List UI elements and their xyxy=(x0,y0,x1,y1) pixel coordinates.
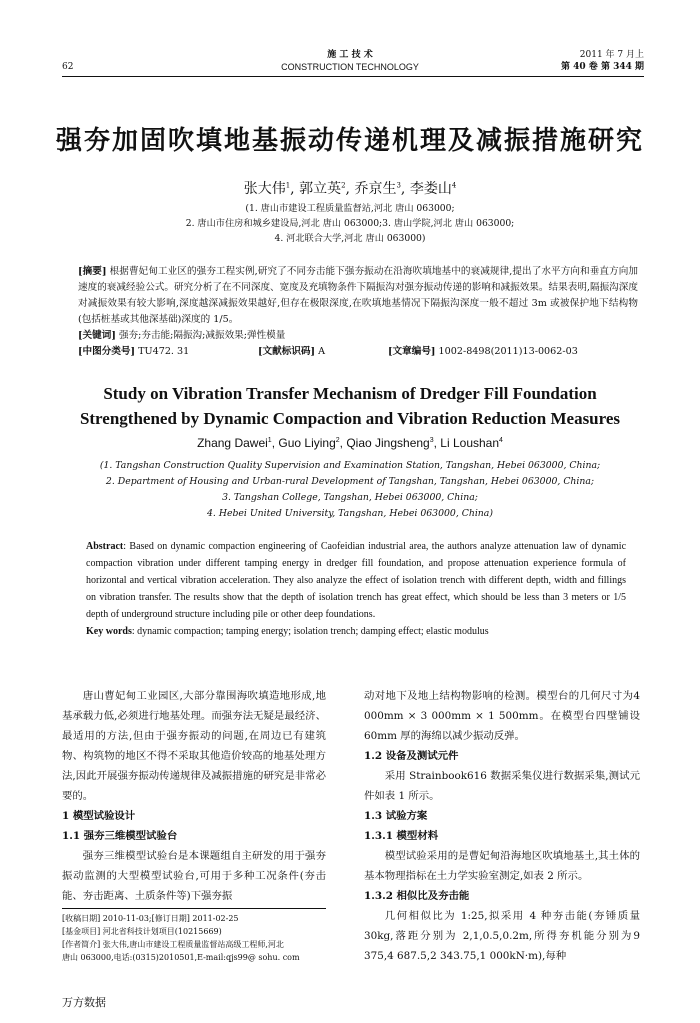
keywords-cn-label: [关键词] xyxy=(78,330,116,341)
page-title-cn: 强夯加固吹填地基振动传递机理及减振措施研究 xyxy=(55,126,644,156)
paragraph-1-3-1: 模型试验采用的是曹妃甸沿海地区吹填地基土,其土体的基本物理指标在土力学实验室测定,如表 2 所示。 xyxy=(364,850,640,882)
author-sup: 4 xyxy=(499,437,503,444)
author-en: Li Loushan xyxy=(440,436,500,450)
page-title-en-line1: Study on Vibration Transfer Mechanism of Dredger Fill Foundation xyxy=(103,384,597,403)
affiliation-en-2: 2. Department of Housing and Urban-rural Development of Tangshan, Tangshan, Hebei 063000, China; xyxy=(105,476,595,487)
keywords-en: dynamic compaction; tamping energy; isolation trench; damping effect; elastic modulus xyxy=(137,626,489,637)
affiliation-cn-3: 4. 河北联合大学,河北 唐山 063000) xyxy=(274,233,426,244)
article-number-value: 1002-8498(2011)13-0062-03 xyxy=(438,346,578,357)
paragraph-continued: 动对地下及地上结构物影响的检测。模型台的几何尺寸为4 000mm × 3 000mm × 1 500mm。在模型台四壁铺设 60mm 厚的海绵以减少振动反弹。 xyxy=(364,690,640,742)
author-cn: 李娄山 xyxy=(409,181,452,197)
author-sup: 1 xyxy=(285,181,291,190)
abstract-cn xyxy=(78,264,638,360)
journal-name-cn: 施 工 技 术 xyxy=(327,50,373,60)
body-left-column xyxy=(62,686,326,906)
footnote-rule xyxy=(62,908,326,909)
abstract-en: Abstract: Based on dynamic compaction engineering of Caofeidian industrial area, the authors analyze attenuation law of dynamic compaction vibration under different tamping energy in dredger fill foundation, and propose attenuation experience formula of horizontal and vertical vibration acceleration. They also analyze the effect of isolation trench with different depth, width and fillings on vibration transfer. The results show that the depth of isolation trench has great effect, which should be less than 3 meters or 1/5 depth of underground structure including pile or other deep foundations. Key words: dynamic compaction; tamping energy; isolation trench; damping effect; elastic modulus xyxy=(86,541,627,637)
page-title-en-line2: Strengthened by Dynamic Compaction and Vibration Reduction Measures xyxy=(79,409,621,428)
footnote-author-2: 唐山 063000,电话:(0315)2010501,E-mail:qjs99@ sohu. com xyxy=(62,953,300,962)
affiliation-en-4: 4. Hebei United University, Tangshan, Hebei 063000, China) xyxy=(207,508,493,519)
affiliation-cn-2: 2. 唐山市住房和城乡建设局,河北 唐山 063000;3. 唐山学院,河北 唐山 063000; xyxy=(185,218,515,229)
authors-cn: 张大伟$^1$, 郭立英$^2$, 乔京生$^3$, 李娄山$^4$ xyxy=(243,181,457,197)
keywords-en-label: Key words xyxy=(86,626,132,637)
keywords-cn: 强夯;夯击能;隔振沟;减振效果;弹性模量 xyxy=(118,330,286,341)
section-heading-1-2: 1.2 设备及测试元件 xyxy=(364,750,459,762)
volume-issue: 第 40 卷 第 344 期 xyxy=(561,62,644,72)
author-sup: 3 xyxy=(396,181,401,190)
article-number-label: [文章编号] xyxy=(388,346,436,357)
author-sup: 2 xyxy=(335,437,340,444)
footnote-fund: [基金项目] 河北省科技计划项目(10215669) xyxy=(62,927,222,936)
authors-en: Zhang Dawei$^1$, Guo Liying$^2$, Qiao Jingsheng$^3$, Li Loushan$^4$ xyxy=(197,436,503,450)
author-cn: 乔京生 xyxy=(354,181,397,197)
watermark: 万方数据 xyxy=(62,996,106,1009)
footnote-received: [收稿日期] 2010-11-03;[修订日期] 2011-02-25 xyxy=(62,914,239,923)
doc-code-value: A xyxy=(318,346,326,357)
issue-date: 2011 年 7 月上 xyxy=(579,50,644,60)
clc-value: TU472. 31 xyxy=(138,346,190,357)
author-sup: 2 xyxy=(341,181,346,190)
paragraph-1-1: 强夯三维模型试验台是本课题组自主研发的用于强夯振动监测的大型模型试验台,可用于多种工况条件(夯击能、夯击距离、土质条件等)下强夯振 xyxy=(62,850,326,902)
affiliation-en-3: 3. Tangshan College, Tangshan, Hebei 063000, China; xyxy=(222,492,478,503)
abstract-cn-label: [摘要] xyxy=(78,266,107,277)
footnotes xyxy=(62,912,332,964)
affiliation-cn-1: (1. 唐山市建设工程质量监督站,河北 唐山 063000; xyxy=(245,203,455,214)
header-rule xyxy=(62,76,644,77)
body-right-column xyxy=(364,686,640,966)
doc-code-label: [文献标识码] xyxy=(258,346,316,357)
author-sup: 4 xyxy=(451,181,457,190)
author-cn: 郭立英 xyxy=(299,181,342,197)
affiliation-en-1: (1. Tangshan Construction Quality Supervision and Examination Station, Tangshan, Hebei 063000, China; xyxy=(99,460,601,471)
journal-name-en: CONSTRUCTION TECHNOLOGY xyxy=(281,62,419,72)
author-en: Zhang Dawei xyxy=(197,436,268,450)
paragraph-1-3-2: 几何相似比为 1:25,拟采用 4 种夯击能(夯锤质量 30kg,落距分别为 2,1,0.5,0.2m,所得夯机能分别为9 375,4 687.5,2 343.75,1 000kN·m),每种 xyxy=(364,910,640,962)
author-en: Guo Liying xyxy=(278,436,336,450)
author-sup: 3 xyxy=(429,437,434,444)
abstract-en-text: Based on dynamic compaction engineering of Caofeidian industrial area, the authors analyze attenuation law of dynamic compaction vibration under different tamping energy in dredger fill foundation, and propose attenuation experience formula of horizontal and vertical vibration acceleration. They also analyze the effect of isolation trench with different depth, width and fillings on vibration transfer. The results show that the depth of isolation trench has great effect, which should be less than 3 meters or 1/5 depth of underground structure including pile or other deep foundations. xyxy=(86,541,627,620)
section-heading-1-3-1: 1.3.1 模型材料 xyxy=(364,830,439,842)
paragraph-1-2: 采用 Strainbook616 数据采集仪进行数据采集,测试元件如表 1 所示。 xyxy=(364,770,640,802)
page-number: 62 xyxy=(62,62,74,72)
abstract-en-label: Abstract xyxy=(86,541,124,552)
section-heading-1-3: 1.3 试验方案 xyxy=(364,810,428,822)
section-heading-1-1: 1.1 强夯三维模型试验台 xyxy=(62,830,178,842)
section-heading-1: 1 模型试验设计 xyxy=(62,810,136,822)
intro-paragraph: 唐山曹妃甸工业园区,大部分靠围海吹填造地形成,地基承载力低,必须进行地基处理。而强夯法无疑是最经济、最适用的方法,但由于强夯振动的问题,在周边已有建筑物、构筑物的地区不得不采取其他造价较高的地基处理方法,因此开展强夯振动传递规律及减振措施的研究是非常必要的。 xyxy=(62,690,326,802)
footnote-author-1: [作者简介] 张大伟,唐山市建设工程质量监督站高级工程师,河北 xyxy=(62,940,284,949)
author-en: Qiao Jingsheng xyxy=(346,436,430,450)
clc-label: [中图分类号] xyxy=(78,346,136,357)
author-sup: 1 xyxy=(267,437,272,444)
abstract-cn-text: 根据曹妃甸工业区的强夯工程实例,研究了不同夯击能下强夯振动在沿海吹填地基中的衰减规律,提出了水平方向和垂直方向加速度的衰减经验公式。研究分析了在不同深度、宽度及充填物条件下隔振沟对强夯振动传递的影响和减振效果。结果表明,隔振沟深度对减振效果有较大影响,深度越深减振效果越好,但存在极限深度,在吹填地基情况下隔振沟深度一般不超过 3m 或被保护地下结构物(包括桩基或其他深基础)深度的 1/5。 xyxy=(78,266,638,325)
author-cn: 张大伟 xyxy=(243,181,286,197)
section-heading-1-3-2: 1.3.2 相似比及夯击能 xyxy=(364,890,470,902)
